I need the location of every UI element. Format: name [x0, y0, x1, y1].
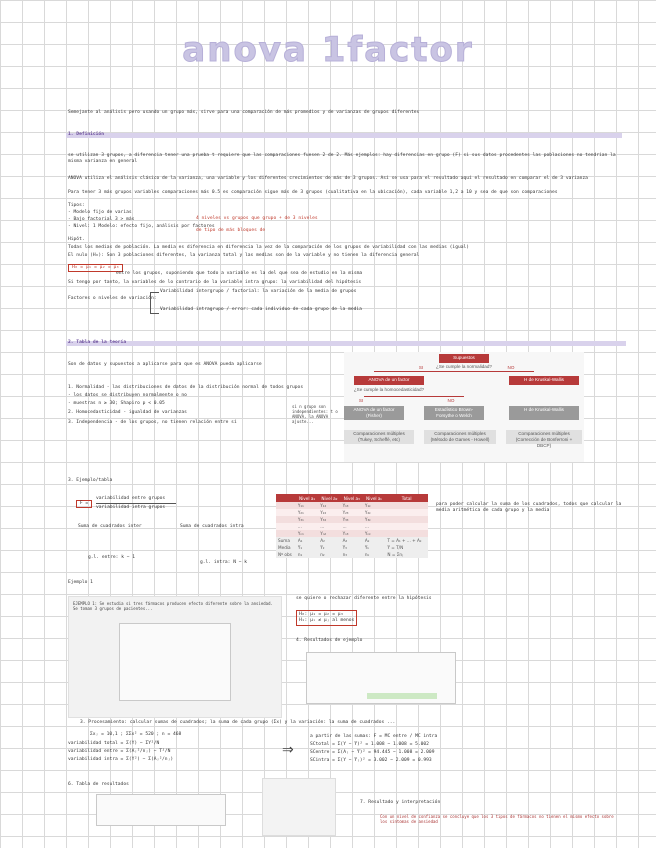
sc-intra: variabilidad intra = Σ(Y²) − Σ(Aⱼ²/nⱼ) [68, 757, 174, 762]
hipotesis-formula: H₀ = μ₁ = μ₂ = μ₃ [68, 264, 123, 272]
f-symbol: F = [76, 500, 92, 508]
results-table [306, 652, 456, 704]
example-paste [68, 596, 282, 718]
fc-kruskal: H de Kruskal-Wallis [509, 376, 579, 385]
sc-total: variabilidad total = Σ(Y) − ΣY²/N [68, 741, 160, 746]
tipos-item-2: - Bajo factorial 3 > más [68, 217, 135, 222]
cell: ... [296, 523, 318, 530]
col-header: Nivel a₂ [318, 494, 340, 502]
factores-a: Variabilidad intergrupo / factorial: la variación de la media de grupos [160, 289, 357, 294]
cell [385, 530, 428, 537]
fc-yes-1: SI [418, 365, 424, 370]
supuesto-1a: - los datos se distribuyen normalmente o no [68, 393, 187, 398]
section-3-title: 3. Ejemplo/tabla [68, 478, 113, 483]
cell: n₂ [318, 551, 340, 558]
supuesto-1b: - muestras n ≥ 30; Shapiro p < 0.05 [68, 401, 165, 406]
step-7: 7. Resultado y interpretación [360, 800, 441, 805]
col-header: Nivel aₖ [363, 494, 385, 502]
step-4: 4. Resultados de ejemplo [296, 638, 363, 643]
cell [385, 502, 428, 509]
cell: Y₂₁ [296, 509, 318, 516]
cell: Y₃₂ [318, 516, 340, 523]
cell: n₃ [341, 551, 363, 558]
cell: Y₃ₖ [363, 516, 385, 523]
fc-root: Supuestos [439, 354, 489, 363]
cell: Suma [276, 537, 296, 544]
cell: Y₁₃ [341, 502, 363, 509]
example-mini-table [119, 623, 231, 701]
var-inter: variabilidad entre grupos [96, 496, 166, 501]
cell [276, 509, 296, 516]
h0-box [296, 610, 357, 626]
cell: Y₁₁ [296, 502, 318, 509]
cell: ... [318, 523, 340, 530]
cell [385, 509, 428, 516]
s1-paragraph-1: se utilizan 3 grupos, a diferencia tener una prueba t requiere que las comparaciones fuesen 2 de 2. Más ejemplos: hay diferencias en grupo (F) si sus datos procedentes las poblaciones no tendrían la misma varianza en general [68, 153, 616, 164]
hipotesis-line-1: Todas los medias de población. La media es diferencia en diferencia la vez de la comparación de los grupos de variabilidad con las medias (igual) [68, 245, 470, 250]
fc-q2: ¿Se cumple la homocedasticidad? [353, 387, 425, 392]
ejemplo-label: Ejemplo 1 [68, 580, 93, 585]
fc-no-1: NO [507, 365, 515, 370]
hyp-label: se quiere o rechazar diferente entre la hipótesis [296, 596, 432, 601]
fc-no-2: NO [447, 398, 455, 403]
h0: H₀: μ₁ = μ₂ = μ₃ [299, 612, 344, 617]
fc-kruskal-next: H de Kruskal-Wallis [509, 406, 579, 420]
fc-anova: ANOVA de un factor [354, 376, 424, 385]
supuesto-3: 3. Independencia - de los grupos, no tienen relación entre sí [68, 420, 237, 425]
var-intra: variabilidad intra grupos [96, 505, 166, 510]
flowchart [344, 352, 584, 462]
col-header [276, 494, 296, 502]
cell: Y₃₁ [296, 516, 318, 523]
cell [276, 523, 296, 530]
sc-result-3: SCintra = Σ(Y − Ȳⱼ)² = 3.002 − 2.009 = 0.993 [310, 758, 432, 763]
tipos-item-3: - Nivel: 1 Modelo: efecto fijo, análisis por factores [68, 224, 215, 229]
sc-result-1: SCtotal = Σ(Y − Ȳ)² = 1.008 − 1.008 = 5.002 [310, 742, 429, 747]
tipos-label: Tipos: [68, 203, 85, 208]
cell: Ȳ₂ [318, 544, 340, 551]
cell: nₖ [363, 551, 385, 558]
cell [385, 516, 428, 523]
data-table [276, 494, 428, 558]
col-header: Nivel a₃ [341, 494, 363, 502]
supuesto-1: 1. Normalidad - las distribuciones de datos de la distribución normal de todos grupos [68, 385, 304, 390]
col-header: Total [385, 494, 428, 502]
sc-entre: variabilidad entre = Σ(Aⱼ²/nⱼ) − T²/N [68, 749, 171, 754]
cell: Media [276, 544, 296, 551]
example-caption: EJEMPLO 1: Se estudia si tres fármacos producen efecto diferente sobre la ansiedad. Se toman 3 grupos de pacientes... [73, 601, 273, 611]
cell: Yₙ₂ [318, 530, 340, 537]
suma-intra: Suma de cuadrados intra [180, 524, 244, 529]
cell: Yₙ₃ [341, 530, 363, 537]
hipotesis-label: Hipót. [68, 237, 85, 242]
gl-intra: g.l. intra: N − k [200, 560, 248, 565]
f-line: a partir de las sumas: F = MC entre / MC intra [310, 734, 438, 739]
section-2-title: 2. Tabla de la teoría [68, 340, 127, 345]
hipotesis-line-3: entre los grupos, suponiendo que todo a variable es la del que sea de estudio en la misma [116, 271, 363, 276]
cell: Ȳₖ [363, 544, 385, 551]
supuesto-2: 2. Homocedasticidad - igualdad de varianzas [68, 410, 187, 415]
cell: Ȳ₁ [296, 544, 318, 551]
table-note: para poder calcular la suma de los cuadrados, todos que calcular la media aritmética de cada grupo y la media [436, 502, 622, 513]
factores-label: Factores o niveles de variación: [68, 296, 157, 301]
cell: N = Σnⱼ [385, 551, 428, 558]
fc-post-1: Comparaciones múltiples (Tukey, Scheffé, etc) [344, 430, 414, 444]
tipos-item-1: - Modelo fijo de varias [68, 210, 132, 215]
step-6: 6. Tabla de resultados [68, 782, 129, 787]
section-bar-1 [66, 133, 622, 138]
suma-inter: Suma de cuadrados inter [78, 524, 142, 529]
fc-post-3: Comparaciones múltiples (Corrección de Bonferroni + DBCP) [506, 430, 582, 444]
factores-brace [150, 292, 159, 314]
cell: Y₃₃ [341, 516, 363, 523]
results-highlight [367, 693, 437, 699]
cell: Y₂₂ [318, 509, 340, 516]
cell: A₃ [341, 537, 363, 544]
cell: ... [341, 523, 363, 530]
cell: Y₂ₖ [363, 509, 385, 516]
s1-paragraph-3: Para tener 3 más grupos variables comparaciones más 0.5 es comparación sigue más de 3 grupos (cualitativa en la ubicación), cada variable 1,2 a 10 y sea de que son comparaciones [68, 190, 558, 195]
f-distribution-image [262, 778, 336, 836]
factores-b: Variabilidad intragrupo / error: cada individuo de cada grupo de la media [160, 307, 362, 312]
cell: T = A₁ + ... + Aₖ [385, 537, 428, 544]
s1-paragraph-2: ANOVA utiliza el análisis clásico de la varianza, una variable y los diferentes crecimientos de más de 3 grupos. Así se usa para el resultado aquí el resultado en comparar el de 3 varianza [68, 176, 588, 181]
cell: Ȳ₃ [341, 544, 363, 551]
cell: ... [363, 523, 385, 530]
fc-yes-2: SI [358, 398, 364, 403]
hipotesis-line-4: Si tengo por tanto, la variables de lo contrario de la variable intra grupo: la variabilidad del hipótesis [68, 280, 362, 285]
col-header: Nivel a₁ [296, 494, 318, 502]
cell: Yₙₖ [363, 530, 385, 537]
anova-table [96, 794, 226, 826]
cell: Ȳ = T/N [385, 544, 428, 551]
arrow-icon: ⇒ [282, 741, 294, 757]
section-bar-2 [66, 341, 626, 346]
s2-intro: Son de datos y supuestos a aplicarse para que es ANOVA pueda aplicarse [68, 362, 262, 367]
fc-anova-fixed: ANOVA de un factor (Fisher) [344, 406, 404, 420]
page-title: anova 1factor [182, 30, 474, 70]
h1: H₁: μᵢ ≠ μⱼ al menos [299, 618, 355, 623]
cell: Y₁₂ [318, 502, 340, 509]
cell: Aₖ [363, 537, 385, 544]
fc-q1: ¿Se cumple la normalidad? [436, 364, 492, 369]
cell: Nº obs [276, 551, 296, 558]
cell [385, 523, 428, 530]
cell: Y₁ₖ [363, 502, 385, 509]
cell: A₁ [296, 537, 318, 544]
cell: n₁ [296, 551, 318, 558]
sc-result-2: SCentre = Σ(Aⱼ − Ȳ)² = 94.445 − 1.008 = 2.009 [310, 750, 435, 755]
calc-line: 3. Procesamiento: calcular sumas de cuadrados; la suma de cada grupo (Σx) y la variación: la suma de cuadrados ... [80, 720, 396, 725]
conclusion: Con un nivel de confianza se concluye que los 3 tipos de fármacos no tienen el mismo efecto sobre los síntomas de ansiedad [380, 814, 614, 824]
cell [276, 530, 296, 537]
cell: Y₂₃ [341, 509, 363, 516]
section-1-title: 1. Definición [68, 132, 104, 137]
intro-text: Semejante al análisis pero usando un grupo más, sirve para una comparación de más promedios y de varianzas de grupos diferentes [68, 110, 420, 115]
fc-post-2: Comparaciones múltiples (Método de Games - Howell) [424, 430, 496, 444]
fraction-line [96, 503, 176, 504]
cell [276, 502, 296, 509]
cell: A₂ [318, 537, 340, 544]
tipos-note-2: de tipo de más bloques de [196, 228, 266, 233]
cell [276, 516, 296, 523]
tipos-note-1: 4 niveles vs grupos que grupo + de 3 niveles [196, 216, 318, 221]
gl-entre: g.l. entre: k − 1 [88, 555, 136, 560]
flow-note: si n grupo son independientes: t o ANOVA, la ANOVA ajuste... [292, 404, 338, 424]
cell: Yₙ₁ [296, 530, 318, 537]
fc-welch: Estadístico Brown-Forsythe o Welch [424, 406, 484, 420]
calc-line-2: Σxⱼ = 10,1 ; ΣΣx² = 520 ; n = 468 [90, 732, 182, 737]
hipotesis-line-2: El nulo (H₀): Son 3 poblaciones diferentes, la varianza total y las medias son de la variable y no tienen la diferencia general [68, 253, 420, 258]
